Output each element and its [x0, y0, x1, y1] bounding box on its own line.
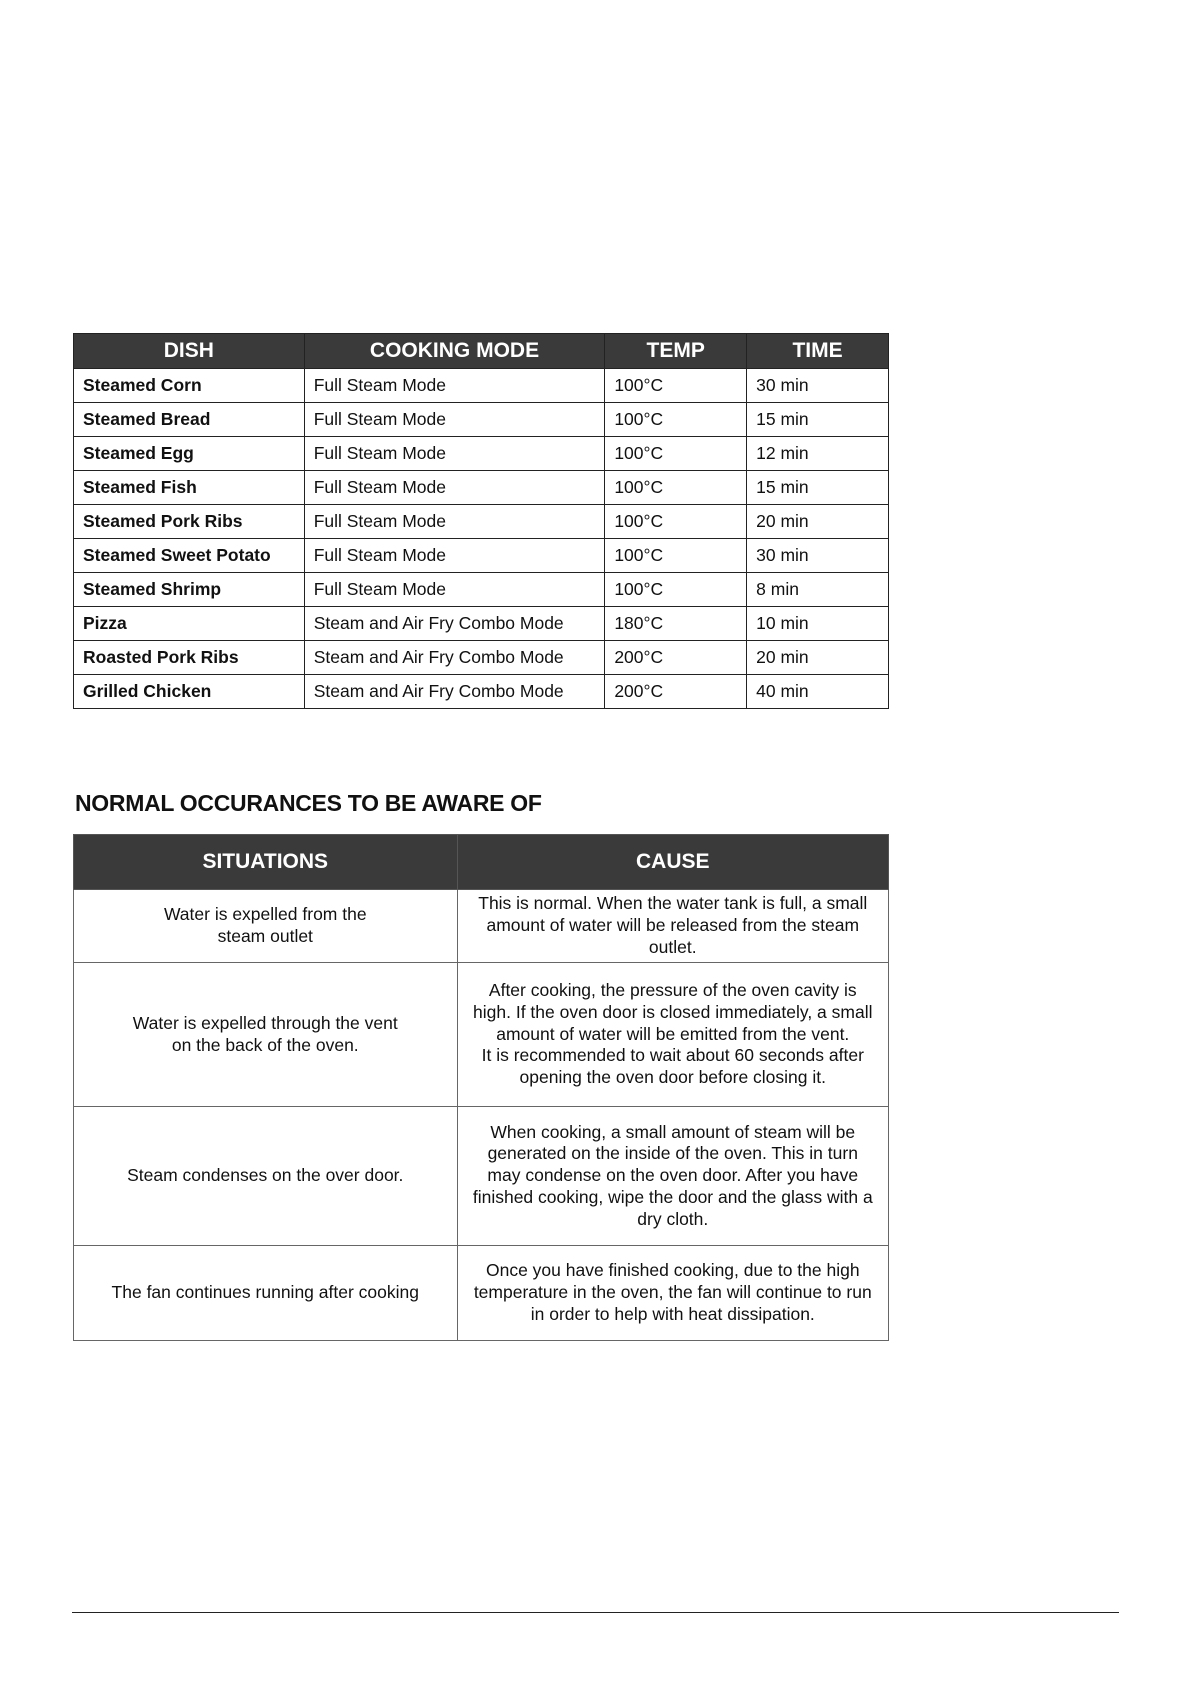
- situation-cell: [74, 963, 458, 1107]
- cause-text-line: amount of water will be released from the steam: [486, 915, 860, 936]
- cause-text-line: dry cloth.: [637, 1208, 709, 1229]
- table-header-row: [74, 835, 889, 890]
- time-cell: 12 min: [747, 437, 889, 471]
- situation-text-line: on the back of the oven.: [171, 1034, 359, 1055]
- table-header-row: [74, 334, 889, 369]
- time-cell: 30 min: [747, 539, 889, 573]
- cooking-mode-cell: Full Steam Mode: [304, 471, 605, 505]
- situation-cell: [74, 890, 458, 963]
- temp-cell: 180°C: [605, 607, 747, 641]
- cooking-guide-table: [73, 333, 889, 709]
- cause-text-line: When cooking, a small amount of steam will be: [490, 1121, 856, 1142]
- dish-cell: Grilled Chicken: [74, 675, 305, 709]
- table-row: [74, 1246, 889, 1341]
- cooking-mode-cell: Full Steam Mode: [304, 437, 605, 471]
- temp-cell: 200°C: [605, 675, 747, 709]
- temp-cell: 100°C: [605, 471, 747, 505]
- table-row: [74, 437, 889, 471]
- cause-text-line: Once you have finished cooking, due to the high: [485, 1260, 860, 1281]
- cause-text-line: in order to help with heat dissipation.: [530, 1303, 815, 1324]
- cause-text-line: opening the oven door before closing it.: [519, 1067, 826, 1088]
- time-cell: 20 min: [747, 505, 889, 539]
- cause-text-line: After cooking, the pressure of the oven cavity is: [488, 980, 857, 1001]
- table-row: [74, 369, 889, 403]
- column-header-situations: SITUATIONS: [74, 835, 458, 890]
- cause-text-line: outlet.: [648, 936, 697, 957]
- table-row: [74, 505, 889, 539]
- temp-cell: 100°C: [605, 437, 747, 471]
- time-cell: 40 min: [747, 675, 889, 709]
- table-row: [74, 403, 889, 437]
- cause-cell: [457, 1246, 888, 1341]
- table-row: [74, 890, 889, 963]
- table-row: [74, 539, 889, 573]
- dish-cell: Steamed Corn: [74, 369, 305, 403]
- cooking-mode-cell: Full Steam Mode: [304, 403, 605, 437]
- situation-text-line: Water is expelled from the: [163, 904, 367, 925]
- situation-text-line: Steam condenses on the over door.: [127, 1165, 404, 1186]
- cause-text-line: high. If the oven door is closed immediately, a small: [473, 1001, 873, 1022]
- table-row: [74, 675, 889, 709]
- time-cell: 8 min: [747, 573, 889, 607]
- time-cell: 15 min: [747, 471, 889, 505]
- situation-cell: [74, 1246, 458, 1341]
- cooking-mode-cell: Full Steam Mode: [304, 573, 605, 607]
- table-row: [74, 1107, 889, 1246]
- dish-cell: Steamed Shrimp: [74, 573, 305, 607]
- column-header-dish: DISH: [74, 334, 305, 369]
- time-cell: 20 min: [747, 641, 889, 675]
- table-row: [74, 573, 889, 607]
- dish-cell: Steamed Pork Ribs: [74, 505, 305, 539]
- cause-cell: [457, 963, 888, 1107]
- cause-text-line: amount of water will be emitted from the vent.: [496, 1023, 850, 1044]
- cause-text-line: may condense on the oven door. After you have: [487, 1165, 859, 1186]
- column-header-cooking-mode: COOKING MODE: [304, 334, 605, 369]
- cause-text-line: It is recommended to wait about 60 seconds after: [481, 1045, 864, 1066]
- situation-text-line: Water is expelled through the vent: [132, 1012, 398, 1033]
- temp-cell: 100°C: [605, 403, 747, 437]
- cause-text-line: This is normal. When the water tank is full, a small: [478, 893, 868, 914]
- section-heading: NORMAL OCCURANCES TO BE AWARE OF: [75, 790, 542, 816]
- dish-cell: Steamed Egg: [74, 437, 305, 471]
- dish-cell: Steamed Sweet Potato: [74, 539, 305, 573]
- situation-text-line: steam outlet: [217, 926, 313, 946]
- column-header-cause: CAUSE: [457, 835, 888, 890]
- cooking-mode-cell: Steam and Air Fry Combo Mode: [304, 641, 605, 675]
- cooking-mode-cell: Steam and Air Fry Combo Mode: [304, 675, 605, 709]
- column-header-temp: TEMP: [605, 334, 747, 369]
- cooking-mode-cell: Steam and Air Fry Combo Mode: [304, 607, 605, 641]
- table-row: [74, 607, 889, 641]
- table-row: [74, 471, 889, 505]
- footer-divider: [72, 1612, 1119, 1613]
- temp-cell: 100°C: [605, 573, 747, 607]
- dish-cell: Roasted Pork Ribs: [74, 641, 305, 675]
- cause-text-line: temperature in the oven, the fan will continue to run: [473, 1282, 872, 1303]
- occurrences-table: [73, 834, 889, 1341]
- time-cell: 15 min: [747, 403, 889, 437]
- cause-cell: [457, 1107, 888, 1246]
- table-row: [74, 641, 889, 675]
- dish-cell: Steamed Fish: [74, 471, 305, 505]
- table-row: [74, 963, 889, 1107]
- temp-cell: 100°C: [605, 505, 747, 539]
- situation-cell: [74, 1107, 458, 1246]
- column-header-time: TIME: [747, 334, 889, 369]
- situation-text-line: The fan continues running after cooking: [111, 1282, 419, 1303]
- temp-cell: 200°C: [605, 641, 747, 675]
- time-cell: 30 min: [747, 369, 889, 403]
- temp-cell: 100°C: [605, 539, 747, 573]
- dish-cell: Pizza: [74, 607, 305, 641]
- cooking-mode-cell: Full Steam Mode: [304, 539, 605, 573]
- cooking-mode-cell: Full Steam Mode: [304, 369, 605, 403]
- cause-cell: [457, 890, 888, 963]
- time-cell: 10 min: [747, 607, 889, 641]
- cause-text-line: finished cooking, wipe the door and the glass with a: [472, 1186, 873, 1207]
- cause-text-line: generated on the inside of the oven. This in turn: [487, 1143, 858, 1164]
- temp-cell: 100°C: [605, 369, 747, 403]
- dish-cell: Steamed Bread: [74, 403, 305, 437]
- cooking-mode-cell: Full Steam Mode: [304, 505, 605, 539]
